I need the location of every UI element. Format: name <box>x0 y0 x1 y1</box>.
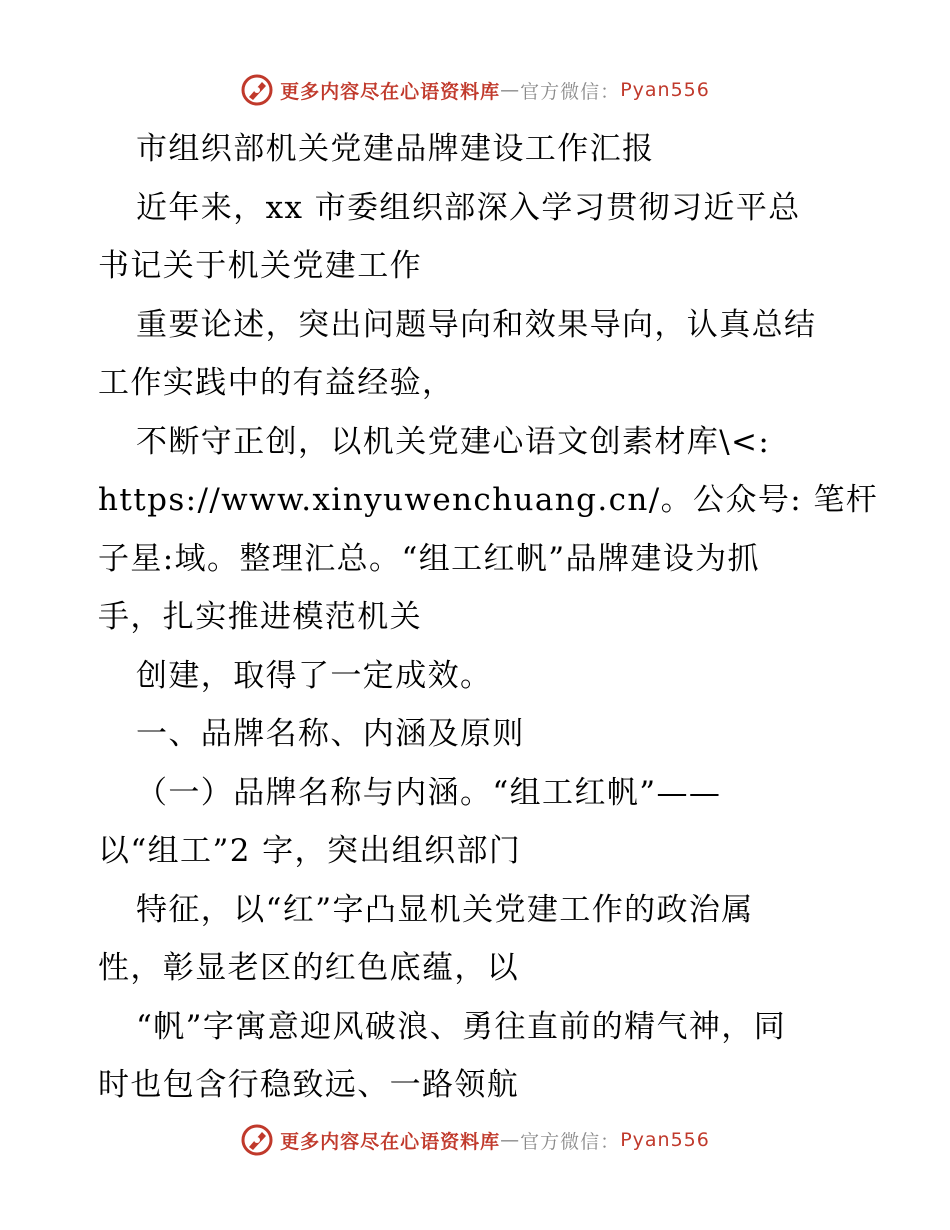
doc-line: 性，彰显老区的红色底蕴，以 <box>98 950 520 986</box>
watermark-account: Pyan556 <box>620 1129 710 1151</box>
doc-line: （一）品牌名称与内涵。“组工红帆”—— <box>136 774 722 811</box>
watermark-footer <box>0 1122 950 1158</box>
doc-line: 特征，以“红”字凸显机关党建工作的政治属 <box>136 891 754 928</box>
doc-line: “帆”字寓意迎风破浪、勇往直前的精气神，同 <box>136 1008 787 1045</box>
doc-line: 市组织部机关党建品牌建设工作汇报 <box>136 131 655 167</box>
doc-line: 不断守正创，以机关党建心语文创素材库\<: <box>136 423 771 460</box>
watermark-header <box>0 72 950 108</box>
watermark-official-label: 官方微信： <box>520 80 621 103</box>
doc-line: 子星:域。整理汇总。“组工红帆”品牌建设为抓 <box>98 540 760 577</box>
watermark-separator: — <box>500 79 521 101</box>
watermark-account: Pyan556 <box>620 79 710 101</box>
pen-logo-icon <box>240 73 274 107</box>
doc-line: 手，扎实推进模范机关 <box>98 599 422 635</box>
doc-line: 工作实践中的有益经验， <box>98 365 455 401</box>
doc-line: 以“组工”2 字，突出组织部门 <box>98 833 522 869</box>
doc-line: 重要论述，突出问题导向和效果导向，认真总结 <box>136 306 817 343</box>
document-body <box>98 120 879 1115</box>
doc-line: 时也包含行稳致远、一路领航 <box>98 1067 520 1103</box>
watermark-separator: — <box>500 1129 521 1151</box>
watermark-brand: 更多内容尽在心语资料库 <box>280 80 501 103</box>
pen-logo-icon <box>240 1123 274 1157</box>
doc-line: 一、品牌名称、内涵及原则 <box>136 716 525 752</box>
doc-line: https://www.xinyuwenchuang.cn/。公众号: 笔杆 <box>98 482 879 518</box>
watermark-official-label: 官方微信： <box>520 1130 621 1153</box>
doc-line: 近年来，xx 市委组织部深入学习贯彻习近平总 <box>136 189 801 226</box>
doc-line: 书记关于机关党建工作 <box>98 248 422 284</box>
doc-line: 创建，取得了一定成效。 <box>136 657 493 694</box>
watermark-brand: 更多内容尽在心语资料库 <box>280 1130 501 1153</box>
